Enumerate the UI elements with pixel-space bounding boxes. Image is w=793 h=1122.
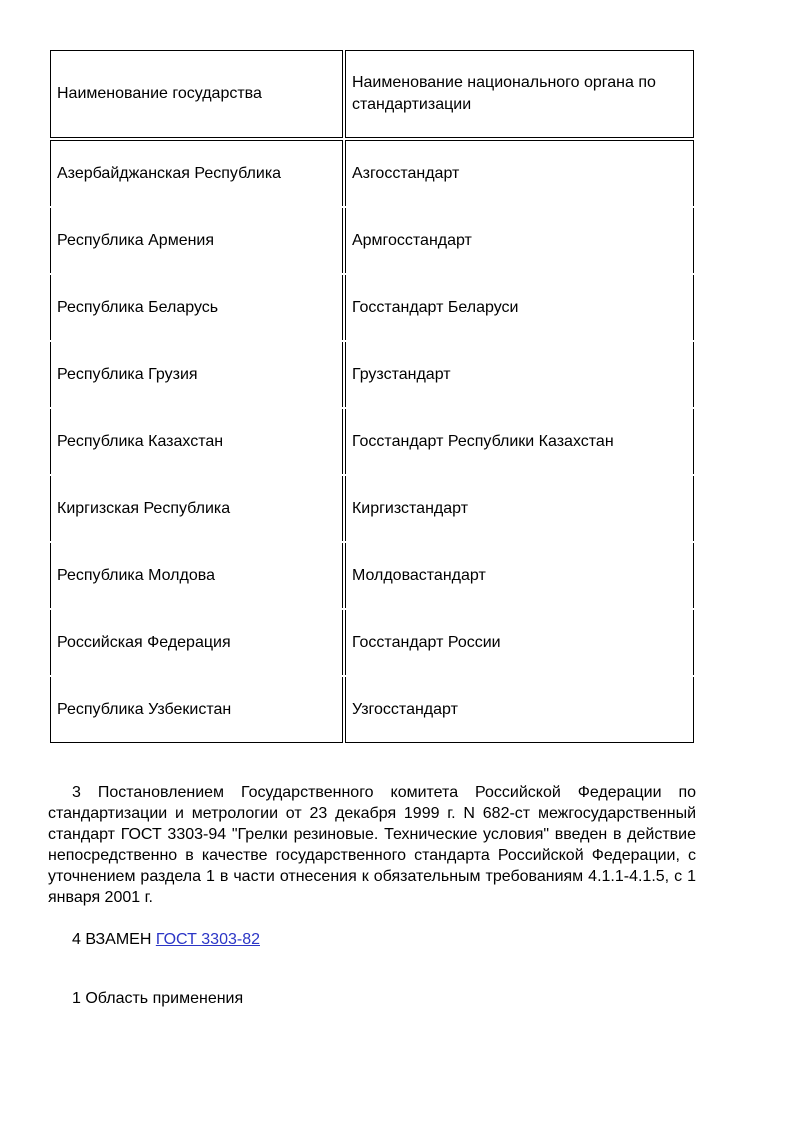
table-row [50,140,694,206]
body-cell: Грузстандарт [345,342,694,407]
gost-3303-82-link[interactable]: ГОСТ 3303-82 [155,931,260,948]
body-cell: Киргизстандарт [345,476,694,541]
table-row [50,543,694,608]
header-state-name: Наименование государства [50,50,343,138]
table-row [50,476,694,541]
body-cell: Молдовастандарт [345,543,694,608]
table-row [50,208,694,273]
state-cell: Азербайджанская Республика [50,140,343,206]
state-cell: Республика Беларусь [50,275,343,340]
section-1-heading: 1 Область применения [72,990,244,1007]
state-cell: Республика Казахстан [50,409,343,474]
state-cell: Республика Армения [50,208,343,273]
body-cell: Азгосстандарт [345,140,694,206]
table-row [50,342,694,407]
table-header-row [50,50,694,138]
table-row [50,409,694,474]
paragraph-4-prefix: 4 ВЗАМЕН [72,931,156,948]
state-cell: Киргизская Республика [50,476,343,541]
standards-bodies-table [48,48,696,745]
paragraph-3: 3 Постановлением Государственного комитета Российской Федерации по стандартизации и метрологии от 23 декабря 1999 г. N 682-ст межгосударственный стандарт ГОСТ 3303-94 "Грелки резиновые. Технические условия" введен в действие непосредственно в качестве государственного стандарта Российской Федерации, с уточнением раздела 1 в части отнесения к обязательным требованиям 4.1.1-4.1.5, с 1 января 2001 г. [48,784,696,906]
state-cell: Республика Грузия [50,342,343,407]
body-cell: Армгосстандарт [345,208,694,273]
body-cell: Госстандарт России [345,610,694,675]
state-cell: Республика Молдова [50,543,343,608]
paragraph-4 [48,929,696,950]
body-cell: Узгосстандарт [345,677,694,743]
table-row [50,610,694,675]
table-row [50,677,694,743]
table-row [50,275,694,340]
state-cell: Российская Федерация [50,610,343,675]
header-standards-body: Наименование национального органа по стандартизации [345,50,694,138]
body-cell: Госстандарт Республики Казахстан [345,409,694,474]
state-cell: Республика Узбекистан [50,677,343,743]
body-cell: Госстандарт Беларуси [345,275,694,340]
